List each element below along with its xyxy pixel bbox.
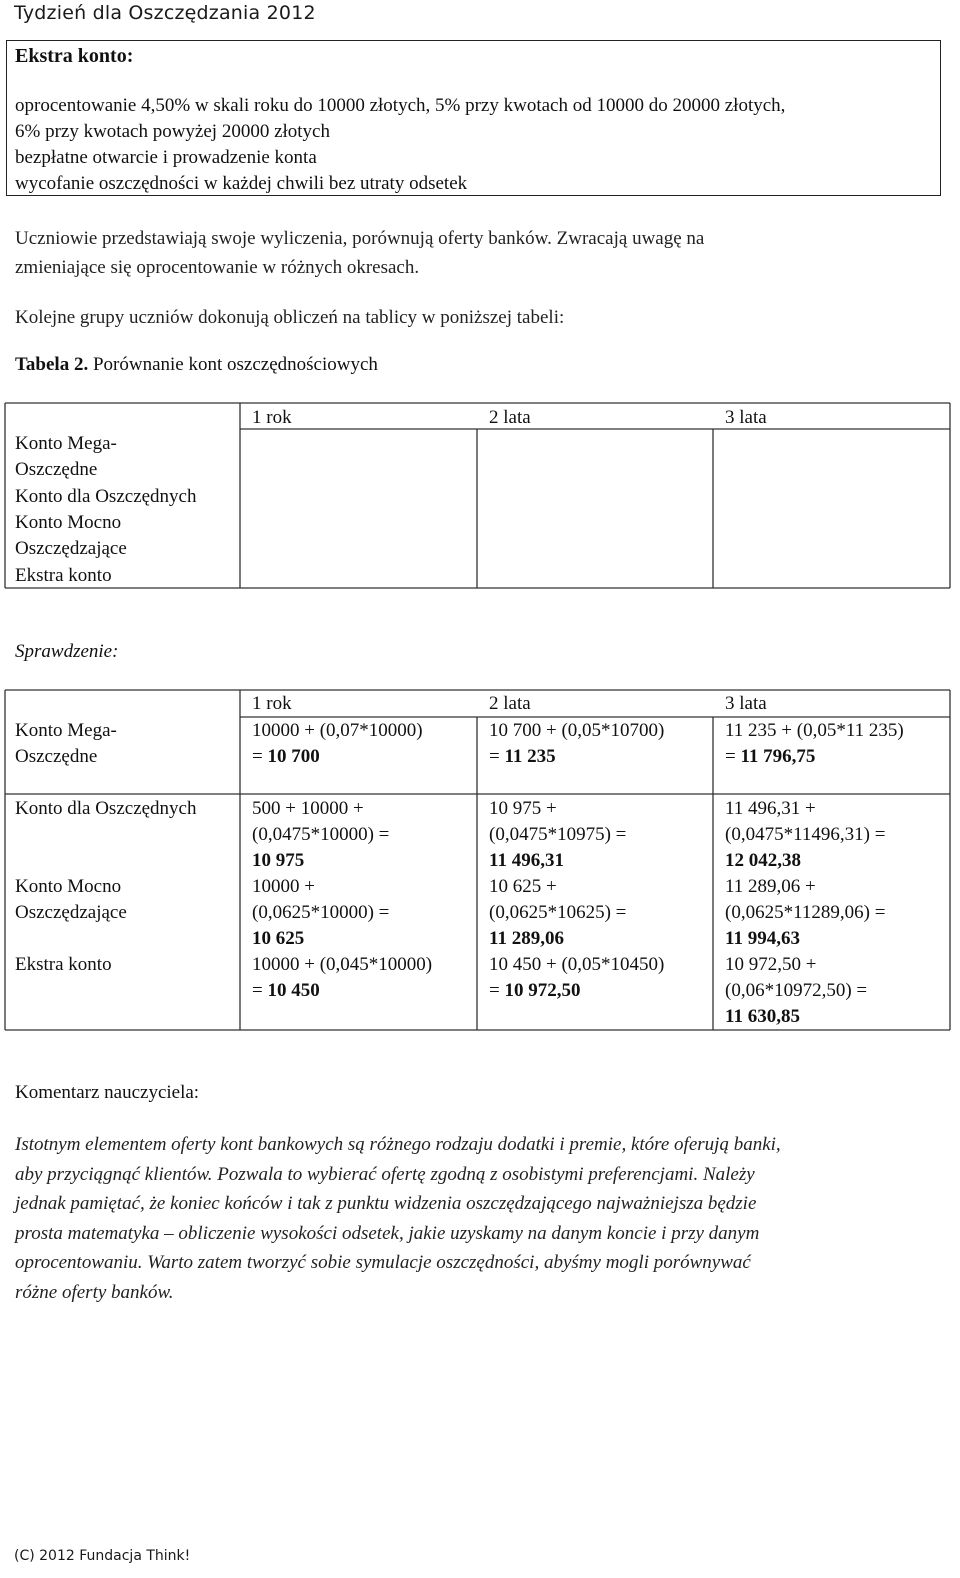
calc-cell [252, 952, 432, 1004]
calc-result-line [489, 978, 664, 1004]
calc-result: 10 450 [267, 980, 320, 1001]
calc-cell [489, 874, 626, 952]
calc-line: 10 700 + (0,05*10700) [489, 720, 665, 741]
calc-cell [489, 718, 664, 770]
table-1-row-label [15, 510, 127, 562]
table-2-row-label [15, 874, 127, 926]
calc-result: 11 994,63 [725, 928, 800, 949]
calc-cell [725, 874, 885, 952]
row-label-line: Oszczędzające [15, 538, 127, 559]
row-label-line: Konto Mocno [15, 512, 122, 533]
calc-line: 10000 + [252, 876, 315, 897]
box-line: bezpłatne otwarcie i prowadzenie konta [15, 147, 317, 168]
calc-line: 10 625 + [489, 876, 557, 897]
calc-line: 11 496,31 + [725, 798, 816, 819]
check-heading: Sprawdzenie: [15, 641, 119, 662]
intro-line: Kolejne grupy uczniów dokonują obliczeń na tablicy w poniższej tabeli: [15, 307, 565, 328]
calc-line: (0,0475*10975) = [489, 824, 627, 845]
calc-result: 10 625 [252, 928, 305, 949]
teacher-heading: Komentarz nauczyciela: [15, 1082, 200, 1103]
calc-result: 10 972,50 [504, 980, 581, 1001]
calc-result-line [252, 978, 432, 1004]
calc-cell [725, 718, 904, 770]
table-1-row-label [15, 431, 117, 483]
box-line: wycofanie oszczędności w każdej chwili bez utraty odsetek [15, 173, 468, 194]
comment-line: różne oferty banków. [15, 1281, 174, 1303]
table-caption-text: Porównanie kont oszczędnościowych [88, 354, 378, 375]
calc-result-line [489, 744, 664, 770]
table-2-header: 1 rok [252, 693, 292, 714]
calc-line: (0,0625*10000) = [252, 902, 390, 923]
calc-line: 11 289,06 + [725, 876, 816, 897]
calc-line: (0,0475*10000) = [252, 824, 390, 845]
calc-result-line [725, 744, 904, 770]
calc-eq: = [489, 746, 505, 767]
calc-cell [725, 796, 885, 874]
row-label-line: Oszczędne [15, 746, 98, 767]
calc-line: 10000 + (0,045*10000) [252, 954, 433, 975]
table-2-header: 2 lata [489, 693, 531, 714]
calc-line: 10000 + (0,07*10000) [252, 720, 423, 741]
table-1-header: 1 rok [252, 407, 292, 428]
row-label-line: Oszczędzające [15, 902, 127, 923]
calc-cell [252, 796, 389, 874]
calc-result: 11 630,85 [725, 1006, 800, 1027]
calc-line: 10 975 + [489, 798, 557, 819]
comment-line: jednak pamiętać, że koniec końców i tak z punktu widzenia oszczędzającego najważniejsza będzie [15, 1193, 757, 1214]
table-1-header: 3 lata [725, 407, 767, 428]
calc-eq: = [725, 746, 741, 767]
calc-line: 11 235 + (0,05*11 235) [725, 720, 904, 741]
table-2-header: 3 lata [725, 693, 767, 714]
calc-cell [252, 874, 389, 952]
page-header: Tydzień dla Oszczędzania 2012 [14, 2, 316, 24]
calc-eq: = [489, 980, 505, 1001]
calc-result-line [252, 744, 423, 770]
comment-line: aby przyciągnąć klientów. Pozwala to wybierać ofertę zgodną z osobistymi preferencjami. Należy [15, 1163, 755, 1185]
calc-line: 10 972,50 + [725, 954, 817, 975]
calc-cell [489, 952, 664, 1004]
calc-result: 11 496,31 [489, 850, 564, 871]
table-2-row-label [15, 718, 117, 770]
calc-cell [489, 796, 626, 874]
table-2-row-label: Ekstra konto [15, 954, 112, 975]
row-label-line: Konto Mega- [15, 433, 117, 454]
calc-line: 10 450 + (0,05*10450) [489, 954, 665, 975]
table-1-row-label: Konto dla Oszczędnych [15, 486, 197, 507]
comment-line: prosta matematyka – obliczenie wysokości odsetek, jakie uzyskamy na danym koncie i przy danym [15, 1222, 760, 1244]
calc-eq: = [252, 980, 268, 1001]
comment-line: oprocentowaniu. Warto zatem tworzyć sobie symulacje oszczędności, abyśmy mogli porównywać [15, 1252, 751, 1273]
box-title: Ekstra konto: [15, 45, 134, 67]
teacher-comment [15, 1130, 945, 1307]
calc-line: (0,06*10972,50) = [725, 980, 868, 1001]
intro-line: Uczniowie przedstawiają swoje wyliczenia, porównują oferty banków. Zwracają uwagę na [15, 228, 705, 249]
table-2-row-label: Konto dla Oszczędnych [15, 798, 197, 819]
comment-line: Istotnym elementem oferty kont bankowych są różnego rodzaju dodatki i premie, które oferują banki, [15, 1134, 781, 1155]
row-label-line: Konto Mocno [15, 876, 122, 897]
calc-result: 11 235 [504, 746, 556, 767]
calc-cell [252, 718, 423, 770]
row-label-line: Oszczędne [15, 459, 98, 480]
table-1-row-label: Ekstra konto [15, 565, 112, 586]
row-label-line: Konto Mega- [15, 720, 117, 741]
calc-line: (0,0625*11289,06) = [725, 902, 886, 923]
box-line: 6% przy kwotach powyżej 20000 złotych [15, 121, 330, 142]
intro-line: zmieniające się oprocentowanie w różnych okresach. [15, 257, 420, 278]
page-footer: (C) 2012 Fundacja Think! [14, 1548, 191, 1564]
table-1-header: 2 lata [489, 407, 531, 428]
calc-result: 11 289,06 [489, 928, 564, 949]
box-line: oprocentowanie 4,50% w skali roku do 10000 złotych, 5% przy kwotach od 10000 do 20000 złotych, [15, 95, 786, 116]
calc-line: 500 + 10000 + [252, 798, 364, 819]
calc-line: (0,0475*11496,31) = [725, 824, 886, 845]
calc-eq: = [252, 746, 268, 767]
table-caption-label: Tabela 2. [15, 354, 89, 375]
calc-result: 11 796,75 [740, 746, 816, 767]
calc-line: (0,0625*10625) = [489, 902, 627, 923]
calc-cell [725, 952, 867, 1030]
calc-result: 10 975 [252, 850, 305, 871]
calc-result: 12 042,38 [725, 850, 801, 871]
calc-result: 10 700 [267, 746, 320, 767]
